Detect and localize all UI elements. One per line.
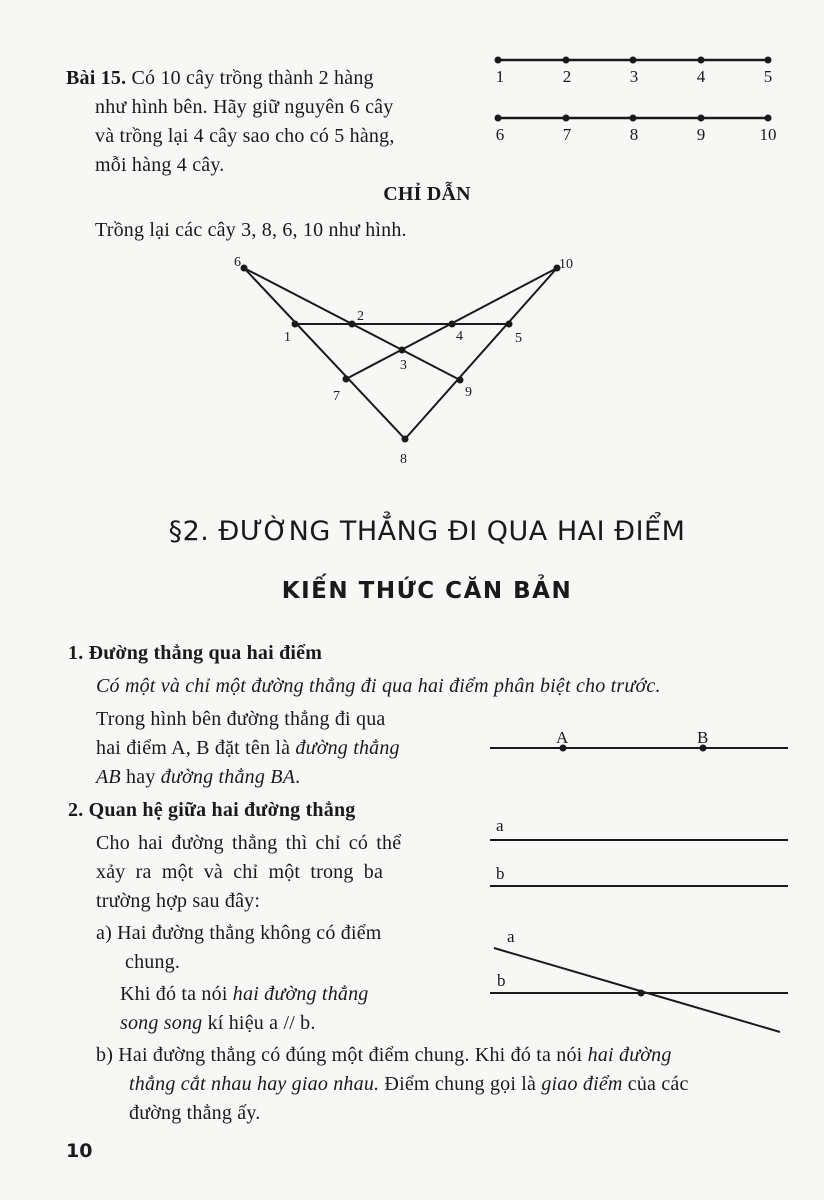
tree-point [563, 57, 570, 64]
exercise-line: như hình bên. Hãy giữ nguyên 6 cây [95, 96, 394, 118]
figure-point [399, 347, 406, 354]
figure-label: 3 [400, 358, 407, 373]
item2-line: trường hợp sau đây: [96, 890, 261, 912]
note-text: song song [120, 1012, 203, 1034]
section-subtitle: KIẾN THỨC CĂN BẢN [281, 578, 573, 604]
note-text: hai đường thẳng [232, 983, 369, 1005]
figure-label: 7 [333, 389, 340, 404]
point-a-label: A [556, 728, 569, 747]
tree-label: 1 [495, 67, 505, 86]
item1-text: . [295, 766, 301, 788]
line-a-label: a [507, 927, 515, 946]
hint-title: CHỈ DẪN [383, 183, 471, 205]
exercise-paragraph [66, 64, 395, 180]
point-b-label: B [697, 728, 709, 747]
item1-text: đường thẳng [295, 737, 400, 759]
item2-line: xảy ra một và chỉ một trong ba [96, 861, 384, 883]
figure-point [241, 265, 248, 272]
tree-label: 7 [562, 125, 572, 144]
exercise-label: Bài 15. [66, 67, 127, 89]
item2-case-a-note [120, 980, 369, 1038]
tree-point [765, 115, 772, 122]
figure-point [349, 321, 356, 328]
figure-point [292, 321, 299, 328]
line-b-label: b [497, 971, 506, 990]
tree-point [765, 57, 772, 64]
item2-line: Cho hai đường thẳng thì chỉ có thể [96, 832, 402, 854]
hint-text: Trồng lại các cây 3, 8, 6, 10 như hình. [95, 219, 407, 241]
tree-label: 6 [495, 125, 505, 144]
figure-line [405, 268, 557, 439]
parallel-lines-figure [486, 812, 796, 892]
figure-label: 5 [515, 331, 522, 346]
case-b-text: giao điểm [541, 1073, 623, 1095]
tree-rows-figure [488, 48, 788, 148]
item2-case-b [96, 1041, 689, 1128]
item1-text: đường thẳng BA [160, 766, 296, 788]
line-a [494, 948, 780, 1032]
line-b-label: b [496, 864, 505, 883]
line-ab-figure [486, 724, 796, 760]
note-text: kí hiệu a // b. [202, 1012, 316, 1034]
item2-case-a [96, 919, 382, 977]
tree-label: 4 [696, 67, 706, 86]
case-a-line: a) Hai đường thẳng không có điểm [96, 922, 382, 944]
item2-heading: 2. Quan hệ giữa hai đường thẳng [68, 799, 356, 821]
figure-label: 9 [465, 385, 472, 400]
tree-point [630, 57, 637, 64]
case-b-text: Điểm chung gọi là [379, 1073, 542, 1095]
case-b-text: thẳng cắt nhau hay giao nhau. [129, 1073, 380, 1095]
exercise-line: mỗi hàng 4 cây. [95, 154, 225, 176]
tree-point [563, 115, 570, 122]
exercise-line: và trồng lại 4 cây sao cho có 5 hàng, [95, 125, 395, 147]
figure-label: 2 [357, 309, 364, 324]
figure-point [402, 436, 409, 443]
figure-label: 4 [456, 329, 463, 344]
case-b-text: hai đường [587, 1044, 672, 1066]
tree-point [698, 57, 705, 64]
item1-statement: Có một và chỉ một đường thẳng đi qua hai điểm phân biệt cho trước. [96, 675, 661, 697]
tree-label: 9 [696, 125, 706, 144]
intersection-point [638, 990, 645, 997]
item1-text: hay [120, 766, 161, 788]
item1-paragraph [96, 705, 400, 792]
line-a-label: a [496, 816, 504, 835]
case-b-text: b) Hai đường thẳng có đúng một điểm chung. Khi đó ta nói [96, 1044, 588, 1066]
item1-text: hai điểm A, B đặt tên là [96, 737, 296, 759]
solution-figure [220, 250, 590, 470]
tree-label: 3 [629, 67, 639, 86]
figure-line [244, 268, 405, 439]
tree-point [698, 115, 705, 122]
tree-label: 8 [629, 125, 639, 144]
figure-point [449, 321, 456, 328]
figure-point [457, 377, 464, 384]
intersecting-lines-figure [486, 924, 796, 1036]
tree-point [495, 115, 502, 122]
exercise-line: Có 10 cây trồng thành 2 hàng [131, 67, 374, 89]
tree-label: 2 [562, 67, 572, 86]
item2-paragraph [96, 829, 401, 916]
figure-label: 8 [400, 452, 407, 467]
page-number: 10 [66, 1140, 93, 1162]
tree-label: 10 [759, 125, 777, 144]
figure-point [343, 376, 350, 383]
tree-label: 5 [763, 67, 773, 86]
tree-point [630, 115, 637, 122]
item1-text: AB [96, 766, 121, 788]
figure-point [506, 321, 513, 328]
case-a-line: chung. [125, 951, 181, 973]
figure-label: 6 [234, 255, 241, 270]
case-b-text: của các [622, 1073, 689, 1095]
figure-label: 10 [559, 257, 573, 272]
case-b-text: đường thẳng ấy. [129, 1102, 261, 1124]
section-title: §2. ĐƯỜNG THẲNG ĐI QUA HAI ĐIỂM [168, 516, 686, 547]
note-text: Khi đó ta nói [120, 983, 233, 1005]
tree-point [495, 57, 502, 64]
item1-line: Trong hình bên đường thẳng đi qua [96, 708, 386, 730]
item1-heading: 1. Đường thẳng qua hai điểm [68, 642, 323, 664]
figure-label: 1 [284, 330, 291, 345]
